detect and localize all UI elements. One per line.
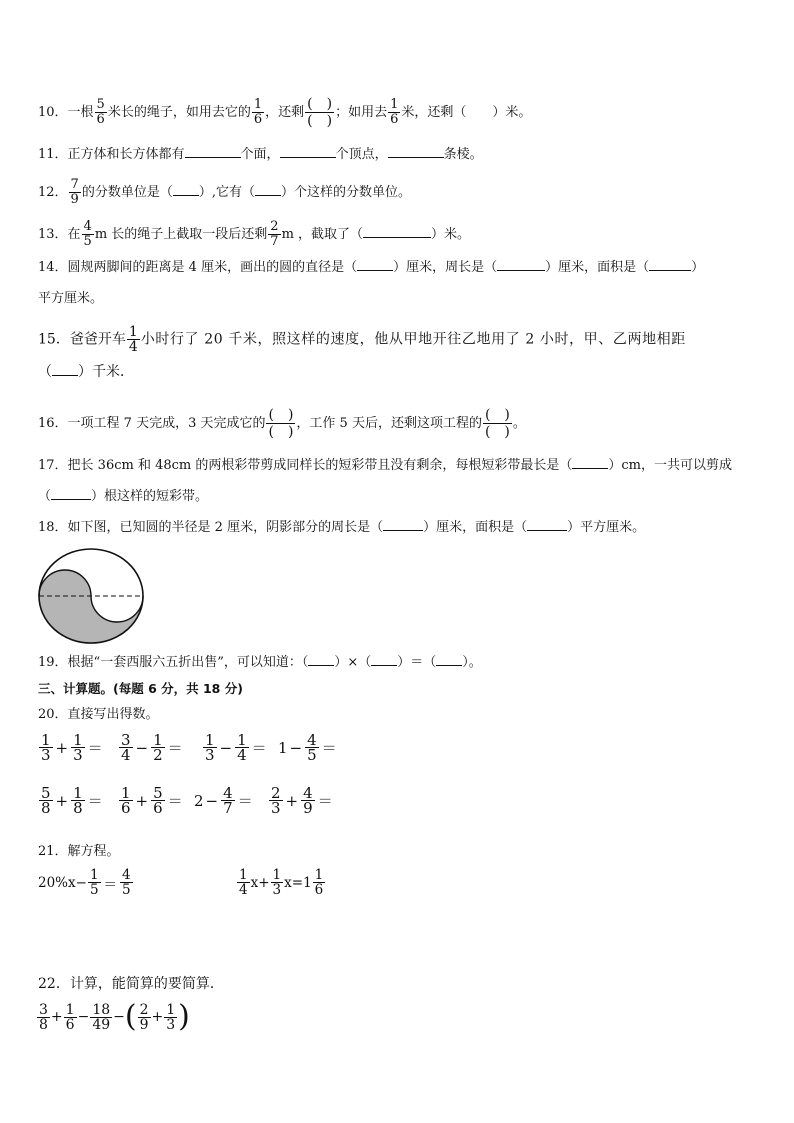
q20-expr-8 <box>268 786 338 815</box>
q10-text-3: ，还剩 <box>265 105 305 120</box>
fraction <box>151 733 165 762</box>
math-operator: ＝ <box>251 739 267 757</box>
fraction <box>37 1003 50 1032</box>
question-22-title: 22．计算，能简算的要简算． <box>38 976 224 992</box>
fraction <box>221 786 235 815</box>
q18-blank-perimeter[interactable] <box>383 518 423 531</box>
fraction <box>119 733 133 762</box>
q13-fraction-2 <box>268 220 280 249</box>
fraction-denominator: 6 <box>253 112 263 127</box>
fraction <box>71 733 85 762</box>
q18-text-2: ）厘米，面积是（ <box>423 520 528 535</box>
question-18 <box>38 518 645 538</box>
fraction-numerator: ( ) <box>484 407 510 423</box>
fraction-denominator: 5 <box>83 234 92 249</box>
q12-text-1: 的分数单位是（ <box>81 185 173 200</box>
q16-answer-fraction-1[interactable] <box>266 407 295 440</box>
q19-blank-1[interactable] <box>308 653 334 666</box>
q17-blank-length[interactable] <box>572 456 608 469</box>
fraction-numerator: 1 <box>128 324 138 340</box>
fraction-denominator: 4 <box>237 746 247 764</box>
fraction-denominator: 6 <box>314 882 324 898</box>
fraction-numerator: 3 <box>39 1001 48 1018</box>
question-10 <box>38 96 531 129</box>
question-17-line-2 <box>38 487 208 507</box>
fraction-numerator: 1 <box>390 97 399 112</box>
q14-text-4: ） <box>691 260 705 275</box>
q20-expr-6 <box>118 786 194 815</box>
q17-text-2: ）cm，一共可以剪成 <box>608 458 732 473</box>
q19-text-1: 19．根据“一套西服六五折出售”，可以知道：（ <box>38 655 309 670</box>
q16-answer-fraction-2[interactable] <box>483 407 512 440</box>
q19-text-3: ）＝（ <box>397 655 437 670</box>
q11-text-2: 个面， <box>240 147 280 162</box>
math-operator: − <box>219 738 233 757</box>
q11-blank-faces[interactable] <box>185 145 241 158</box>
fraction-denominator: 5 <box>122 882 131 898</box>
fraction <box>39 786 53 815</box>
fraction <box>64 1003 77 1032</box>
q10-text-1: 10．一根 <box>38 105 94 120</box>
fraction <box>138 1003 151 1032</box>
fraction <box>237 868 250 897</box>
q13-text-4: ）米。 <box>431 227 471 242</box>
fraction-denominator: 6 <box>65 1016 75 1033</box>
fraction-denominator: 9 <box>139 1016 149 1033</box>
q21-equation-2: $\frac{1}{4}$ x+ $\frac{1}{3}$ x= 1 $\frac{1}{6}$ <box>239 867 324 898</box>
fraction <box>271 868 284 897</box>
fraction-numerator: 1 <box>237 731 247 749</box>
fraction-denominator: ( ) <box>307 113 333 129</box>
fraction <box>71 786 85 815</box>
fraction-numerator: 1 <box>166 1001 176 1018</box>
q12-blank-1[interactable] <box>173 183 199 196</box>
fraction-numerator: 1 <box>73 731 83 749</box>
fraction-numerator: 5 <box>96 97 105 112</box>
fraction-denominator: ( ) <box>268 424 294 440</box>
fraction-denominator: 3 <box>73 746 83 764</box>
q20-expr-7: 2 − $\frac{4}{7}$ ＝ <box>194 784 253 817</box>
q19-text-2: ）×（ <box>334 655 372 670</box>
question-19 <box>38 653 482 673</box>
q13-text-2: m 长的绳子上截取一段后还剩 <box>94 227 268 242</box>
fraction-numerator: 1 <box>205 731 215 749</box>
q20-expr-3 <box>202 733 278 762</box>
q12-number: 12． <box>38 185 68 200</box>
q19-blank-2[interactable] <box>371 653 397 666</box>
question-17-line-1 <box>38 456 732 476</box>
q11-text-4: 条棱。 <box>443 147 483 162</box>
math-operator: ＝ <box>103 876 118 893</box>
fraction-denominator: 6 <box>96 112 105 127</box>
question-14-line-2: 平方厘米。 <box>38 291 104 306</box>
q11-blank-edges[interactable] <box>388 145 444 158</box>
question-14-line-1 <box>38 258 704 278</box>
fraction-numerator: 1 <box>41 731 51 749</box>
section-3-heading: 三、计算题。(每题 6 分，共 18 分) <box>38 681 243 696</box>
fraction-denominator: 6 <box>390 112 399 127</box>
q10-text-2: 米长的绳子，如用去它的 <box>107 105 251 120</box>
fraction <box>119 786 133 815</box>
q16-text-3: 。 <box>512 416 526 431</box>
q20-expr-4: 1 − $\frac{4}{5}$ ＝ <box>278 731 337 764</box>
q15-fraction <box>127 325 140 354</box>
fraction-numerator: 2 <box>139 1001 149 1018</box>
q11-blank-vertices[interactable] <box>280 145 336 158</box>
q13-text-3: m ，截取了（ <box>281 227 364 242</box>
fraction-denominator: 3 <box>272 882 282 898</box>
q16-text-2: ，工作 5 天后，还剩这项工程的 <box>296 416 482 431</box>
q17-text-3: （ <box>38 489 52 504</box>
fraction-numerator: 1 <box>65 1001 75 1018</box>
fraction <box>203 733 217 762</box>
fraction-numerator: ( ) <box>307 96 333 112</box>
q15-text-1: 15．爸爸开车 <box>38 331 126 348</box>
fraction-denominator: ( ) <box>484 424 510 440</box>
q12-text-2: ）,它有（ <box>198 185 255 200</box>
shaded-region <box>39 570 143 644</box>
fraction-denominator: 5 <box>89 882 99 898</box>
fraction-denominator: 9 <box>303 799 313 817</box>
q10-answer-fraction[interactable] <box>305 96 334 129</box>
fraction-denominator: 9 <box>70 192 79 207</box>
math-operator: + <box>135 791 149 810</box>
fraction-numerator: 5 <box>41 784 51 802</box>
fraction-numerator: 1 <box>253 97 263 112</box>
fraction <box>88 868 101 897</box>
q14-blank-diameter[interactable] <box>357 258 393 271</box>
q12-text-3: ）个这样的分数单位。 <box>280 185 411 200</box>
q20-expr-1 <box>38 733 118 762</box>
math-operator: + <box>285 791 299 810</box>
q12-blank-2[interactable] <box>255 183 281 196</box>
fraction-denominator: 49 <box>92 1016 111 1033</box>
fraction-numerator: 2 <box>271 784 281 802</box>
math-operator: + <box>55 738 69 757</box>
q15-blank[interactable] <box>52 363 78 376</box>
question-15-line-2 <box>38 362 134 382</box>
q17-text-4: ）根这样的短彩带。 <box>91 489 209 504</box>
fraction-denominator: 5 <box>307 746 317 764</box>
math-operator: ＝ <box>87 792 103 810</box>
fraction-numerator: 4 <box>303 784 313 802</box>
q14-text-3: ）厘米，面积是（ <box>545 260 650 275</box>
fraction-denominator: 2 <box>153 746 163 764</box>
fraction-numerator: 3 <box>121 731 131 749</box>
fraction-denominator: 3 <box>166 1016 176 1033</box>
question-12 <box>38 178 411 207</box>
math-operator: ＝ <box>237 792 253 810</box>
q20-expr-5 <box>38 786 118 815</box>
fraction-numerator: 4 <box>122 867 131 883</box>
fraction-numerator: 4 <box>307 731 317 749</box>
q15-text-3: （ <box>38 364 52 380</box>
math-operator: ＝ <box>167 739 183 757</box>
q11-text-3: 个顶点， <box>335 147 388 162</box>
q17-text-1: 17．把长 36cm 和 48cm 的两根彩带剪成同样长的短彩带且没有剩余，每根短彩带最长是（ <box>38 458 573 473</box>
fraction <box>39 733 53 762</box>
q18-blank-area[interactable] <box>527 518 567 531</box>
fraction <box>120 868 133 897</box>
q18-text-1: 18．如下图，已知圆的半径是 2 厘米，阴影部分的周长是（ <box>38 520 384 535</box>
fraction-denominator: 3 <box>271 799 281 817</box>
fraction-denominator: 8 <box>39 1016 48 1033</box>
fraction-denominator: 8 <box>73 799 83 817</box>
question-20-title: 20．直接写出得数。 <box>38 707 159 722</box>
math-operator: + <box>55 791 69 810</box>
fraction-numerator: 1 <box>239 867 248 883</box>
question-15-line-1 <box>38 325 686 354</box>
q12-fraction <box>69 178 81 207</box>
q20-row-2 <box>38 786 338 815</box>
q10-text-5: 米，还剩（ ）米。 <box>401 105 532 120</box>
fraction-numerator: 1 <box>73 784 83 802</box>
q21-equation-1: 20%x− $\frac{1}{5}$ ＝ $\frac{4}{5}$ <box>38 867 131 898</box>
fraction-denominator: 3 <box>205 746 215 764</box>
q20-expr-2 <box>118 733 202 762</box>
fraction <box>301 786 315 815</box>
fraction-denominator: 8 <box>41 799 51 817</box>
q13-fraction-1 <box>82 220 94 249</box>
fraction-denominator: 4 <box>121 746 131 764</box>
question-21-title: 21．解方程。 <box>38 844 120 859</box>
math-operator: − <box>289 738 303 757</box>
fraction-denominator: 4 <box>239 882 248 898</box>
fraction-numerator: 1 <box>89 867 99 883</box>
q13-text-1: 13．在 <box>38 227 81 242</box>
math-operator: − <box>135 738 149 757</box>
fraction <box>235 733 249 762</box>
fraction-numerator: 1 <box>272 867 282 883</box>
q10-fraction-2 <box>252 98 264 127</box>
question-11 <box>38 145 483 165</box>
question-16 <box>38 407 526 440</box>
fraction-denominator: 6 <box>121 799 131 817</box>
q10-text-4: ；如用去 <box>335 105 388 120</box>
fraction-denominator: 3 <box>41 746 51 764</box>
circle-shaded-figure <box>36 546 146 646</box>
fraction-numerator: 1 <box>121 784 131 802</box>
q14-blank-circumference[interactable] <box>497 258 545 271</box>
q15-text-2: 小时行了 20 千米，照这样的速度，他从甲地开往乙地用了 2 小时，甲、乙两地相距 <box>140 331 686 348</box>
math-operator: ＝ <box>317 792 333 810</box>
fraction-numerator: 1 <box>314 867 324 883</box>
q22-expression: $\frac{3}{8}$ + $\frac{1}{6}$ − $\frac{18}{49}$ − ( $\frac{2}{9}$ + $\frac{1}{3}$ ) <box>39 999 190 1034</box>
fraction-numerator: 4 <box>223 784 233 802</box>
fraction <box>305 733 319 762</box>
fraction-numerator: 7 <box>70 177 79 192</box>
fraction-numerator: 5 <box>153 784 163 802</box>
fraction-numerator: 18 <box>92 1001 111 1018</box>
fraction-denominator: 7 <box>223 799 233 817</box>
fraction-denominator: 7 <box>270 234 279 249</box>
q19-text-4: ）。 <box>462 655 482 670</box>
fraction-numerator: ( ) <box>268 407 294 423</box>
q14-blank-area[interactable] <box>649 258 691 271</box>
fraction <box>90 1003 112 1032</box>
q16-text-1: 16．一项工程 7 天完成，3 天完成它的 <box>38 416 266 431</box>
fraction-denominator: 6 <box>153 799 163 817</box>
math-operator: − <box>205 791 219 810</box>
fraction <box>313 868 326 897</box>
math-operator: ＝ <box>87 739 103 757</box>
q14-text-1: 14．圆规两脚间的距离是 4 厘米，画出的圆的直径是（ <box>38 260 358 275</box>
q18-text-3: ）平方厘米。 <box>567 520 646 535</box>
math-operator: ＝ <box>167 792 183 810</box>
fraction <box>269 786 283 815</box>
q17-blank-count[interactable] <box>51 487 91 500</box>
q14-text-2: ）厘米，周长是（ <box>393 260 498 275</box>
q10-fraction-3 <box>388 98 400 127</box>
fraction <box>164 1003 177 1032</box>
q19-blank-3[interactable] <box>436 653 462 666</box>
q11-text-1: 11．正方体和长方体都有 <box>38 147 185 162</box>
q20-row-1 <box>38 733 348 762</box>
q10-fraction-1 <box>95 98 107 127</box>
question-13 <box>38 220 470 249</box>
fraction <box>151 786 165 815</box>
q13-blank[interactable] <box>363 225 431 238</box>
math-operator: ＝ <box>321 739 337 757</box>
q15-text-4: ）千米． <box>78 364 134 380</box>
fraction-numerator: 4 <box>83 219 92 234</box>
fraction-numerator: 2 <box>270 219 279 234</box>
fraction-denominator: 4 <box>128 339 138 355</box>
fraction-numerator: 1 <box>153 731 163 749</box>
